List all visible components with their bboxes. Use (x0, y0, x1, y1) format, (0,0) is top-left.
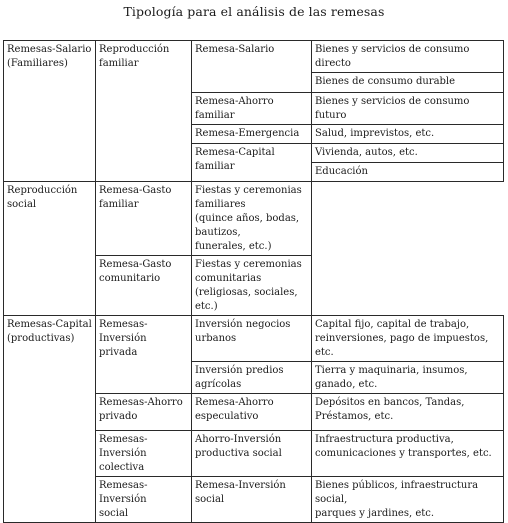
type-cell: Remesa-Gasto comunitario (96, 256, 192, 316)
destination-cell: Bienes públicos, infraestructura social, parques y jardines, etc. (312, 477, 504, 523)
destination-cell: Capital fijo, capital de trabajo, reinversiones, pago de impuestos, etc. (312, 316, 504, 362)
remittance-typology-table (3, 40, 504, 523)
subcategory-cell: Remesas-Inversión social (96, 477, 192, 523)
type-cell: Inversión negocios urbanos (192, 316, 312, 362)
destination-cell: Fiestas y ceremonias familiares (quince años, bodas, bautizos, funerales, etc.) (192, 182, 312, 256)
type-cell: Remesa-Emergencia (192, 125, 312, 144)
subcategory-cell: Remesas-Inversión colectiva (96, 431, 192, 477)
type-cell: Remesa-Ahorro especulativo (192, 394, 312, 431)
subcategory-cell: Remesas-Inversión privada (96, 316, 192, 394)
type-cell: Remesa-Capital familiar (192, 144, 312, 182)
category-cell: Remesas-Salario (Familiares) (4, 41, 96, 182)
destination-cell: Bienes de consumo durable (312, 73, 504, 93)
destination-cell: Vivienda, autos, etc. (312, 144, 504, 163)
destination-cell: Infraestructura productiva, comunicaciones y transportes, etc. (312, 431, 504, 477)
table-row (4, 182, 504, 256)
category-cell: Remesas-Capital (productivas) (4, 316, 96, 523)
destination-cell: Educación (312, 163, 504, 182)
subcategory-cell: Reproducción familiar (96, 41, 192, 182)
type-cell: Ahorro-Inversión productiva social (192, 431, 312, 477)
destination-cell: Fiestas y ceremonias comunitarias (religiosas, sociales, etc.) (192, 256, 312, 316)
destination-cell: Bienes y servicios de consumo futuro (312, 93, 504, 125)
type-cell: Remesa-Salario (192, 41, 312, 93)
subcategory-cell: Remesas-Ahorro privado (96, 394, 192, 431)
destination-cell: Tierra y maquinaria, insumos, ganado, etc. (312, 362, 504, 394)
subcategory-cell: Reproducción social (4, 182, 96, 316)
table-row (4, 316, 504, 362)
destination-cell: Depósitos en bancos, Tandas, Préstamos, etc. (312, 394, 504, 431)
destination-cell: Salud, imprevistos, etc. (312, 125, 504, 144)
type-cell: Remesa-Inversión social (192, 477, 312, 523)
type-cell: Remesa-Ahorro familiar (192, 93, 312, 125)
page-title: Tipología para el análisis de las remesas (123, 4, 385, 19)
type-cell: Remesa-Gasto familiar (96, 182, 192, 256)
destination-cell: Bienes y servicios de consumo directo (312, 41, 504, 73)
table-row (4, 41, 504, 73)
type-cell: Inversión predios agrícolas (192, 362, 312, 394)
